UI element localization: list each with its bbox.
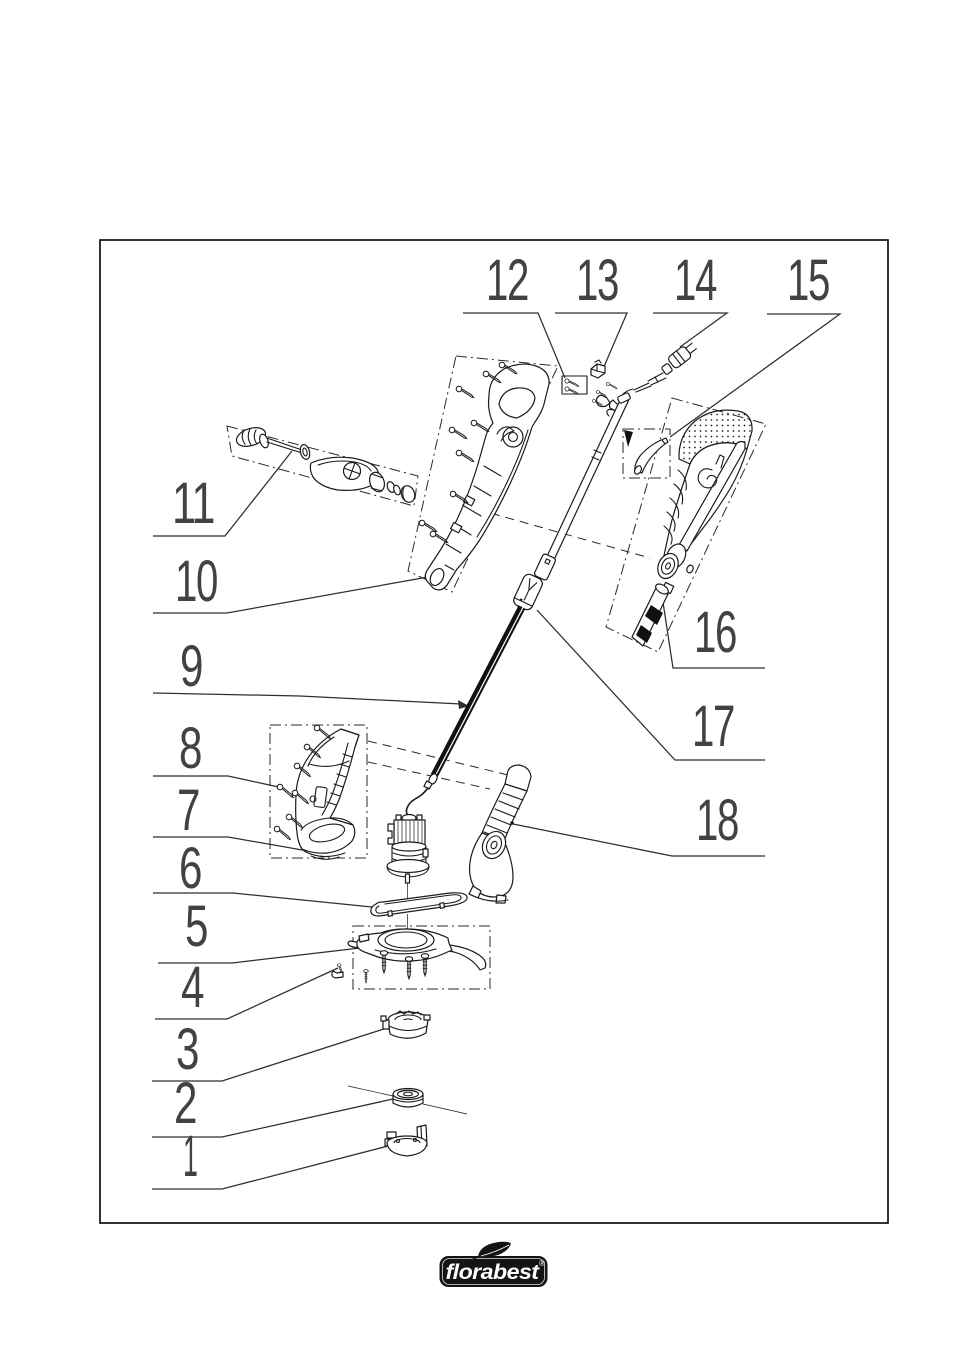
callout-10-label: 10 [175, 549, 217, 614]
callout-1-label: 1 [183, 1124, 197, 1189]
callout-4-label: 4 [181, 955, 204, 1020]
callout-8-label: 8 [179, 716, 201, 781]
callout-13-label: 13 [576, 248, 618, 313]
callout-15-label: 15 [787, 248, 829, 313]
callout-14-label: 14 [674, 248, 717, 313]
callout-7-label: 7 [177, 778, 199, 843]
callout-6-label: 6 [179, 836, 201, 901]
logo-registered-mark: ® [539, 1259, 545, 1268]
callout-16-label: 16 [694, 600, 736, 665]
callout-5-label: 5 [185, 894, 207, 959]
callout-17-label: 17 [692, 694, 734, 759]
callout-2-label: 2 [174, 1071, 196, 1136]
callout-9-label: 9 [180, 634, 202, 699]
brand-logo [440, 1242, 548, 1287]
callout-18-label: 18 [696, 788, 738, 853]
callout-11-label: 11 [172, 471, 214, 536]
logo-text: florabest [445, 1260, 540, 1284]
callout-3-label: 3 [176, 1017, 198, 1082]
callout-12-label: 12 [486, 248, 528, 313]
leaf-icon [478, 1242, 511, 1258]
